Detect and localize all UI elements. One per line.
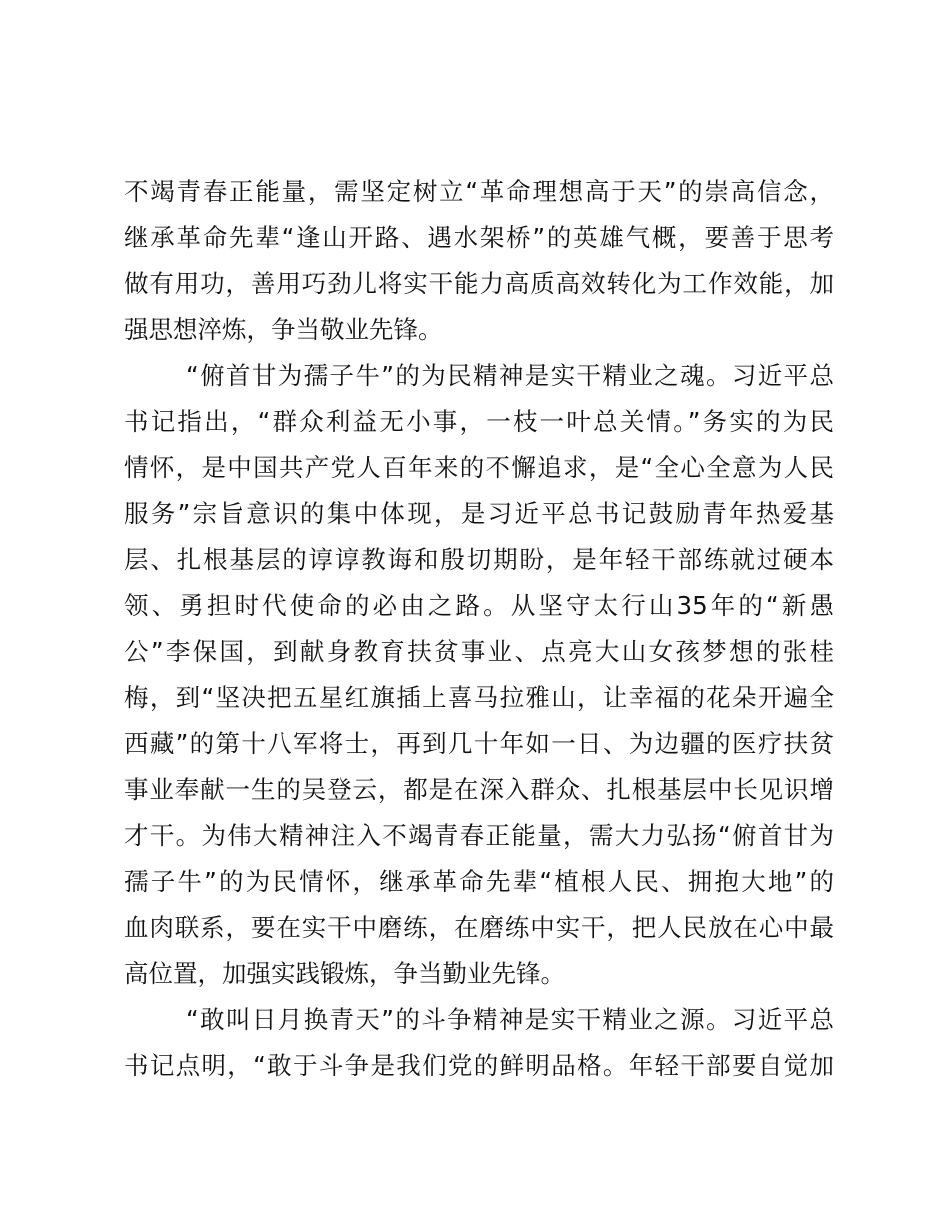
paragraph-1 — [124, 169, 834, 353]
paragraph-2-line-5: 层、扎根基层的谆谆教诲和殷切期盼，是年轻干部练就过硬本 — [124, 545, 834, 574]
paragraph-2-line-11: 才干。为伟大精神注入不竭青春正能量，需大力弘扬“俯首甘为 — [124, 821, 834, 850]
paragraph-2-line-9: 西藏”的第十八军将士，再到几十年如一日、为边疆的医疗扶贫 — [124, 729, 834, 758]
paragraph-2-line-14: 高位置，加强实践锻炼，争当勤业先锋。 — [124, 959, 565, 988]
paragraph-3-line-2: 书记点明，“敢于斗争是我们党的鲜明品格。年轻干部要自觉加 — [124, 1051, 834, 1080]
paragraph-2-line-8: 梅，到“坚决把五星红旗插上喜马拉雅山，让幸福的花朵开遍全 — [124, 683, 834, 712]
paragraph-2 — [124, 353, 834, 997]
paragraph-2-line-3: 情怀，是中国共产党人百年来的不懈追求，是“全心全意为人民 — [124, 453, 834, 482]
paragraph-1-line-1: 不竭青春正能量，需坚定树立“革命理想高于天”的崇高信念， — [124, 177, 834, 206]
paragraph-1-line-3: 做有用功，善用巧劲儿将实干能力高质高效转化为工作效能，加 — [124, 269, 834, 298]
paragraph-2-line-6: 领、勇担时代使命的必由之路。从坚守太行山35年的“新愚 — [124, 591, 834, 620]
paragraph-2-line-13: 血肉联系，要在实干中磨练，在磨练中实干，把人民放在心中最 — [124, 913, 834, 942]
paragraph-3 — [124, 997, 834, 1089]
document-body — [124, 169, 834, 1089]
paragraph-2-line-12: 孺子牛”的为民情怀，继承革命先辈“植根人民、拥抱大地”的 — [124, 867, 834, 896]
paragraph-2-line-7: 公”李保国，到献身教育扶贫事业、点亮大山女孩梦想的张桂 — [124, 637, 834, 666]
paragraph-1-line-2: 继承革命先辈“逢山开路、遇水架桥”的英雄气概，要善于思考 — [124, 223, 834, 252]
paragraph-2-line-2: 书记指出，“群众利益无小事，一枝一叶总关情。”务实的为民 — [124, 407, 834, 436]
paragraph-2-line-10: 事业奉献一生的吴登云，都是在深入群众、扎根基层中长见识增 — [124, 775, 834, 804]
paragraph-3-line-1: “敢叫日月换青天”的斗争精神是实干精业之源。习近平总 — [186, 1005, 834, 1034]
paragraph-2-line-1: “俯首甘为孺子牛”的为民精神是实干精业之魂。习近平总 — [186, 361, 834, 390]
paragraph-1-line-4: 强思想淬炼，争当敬业先锋。 — [124, 315, 443, 344]
paragraph-2-line-4: 服务”宗旨意识的集中体现，是习近平总书记鼓励青年热爱基 — [124, 499, 834, 528]
